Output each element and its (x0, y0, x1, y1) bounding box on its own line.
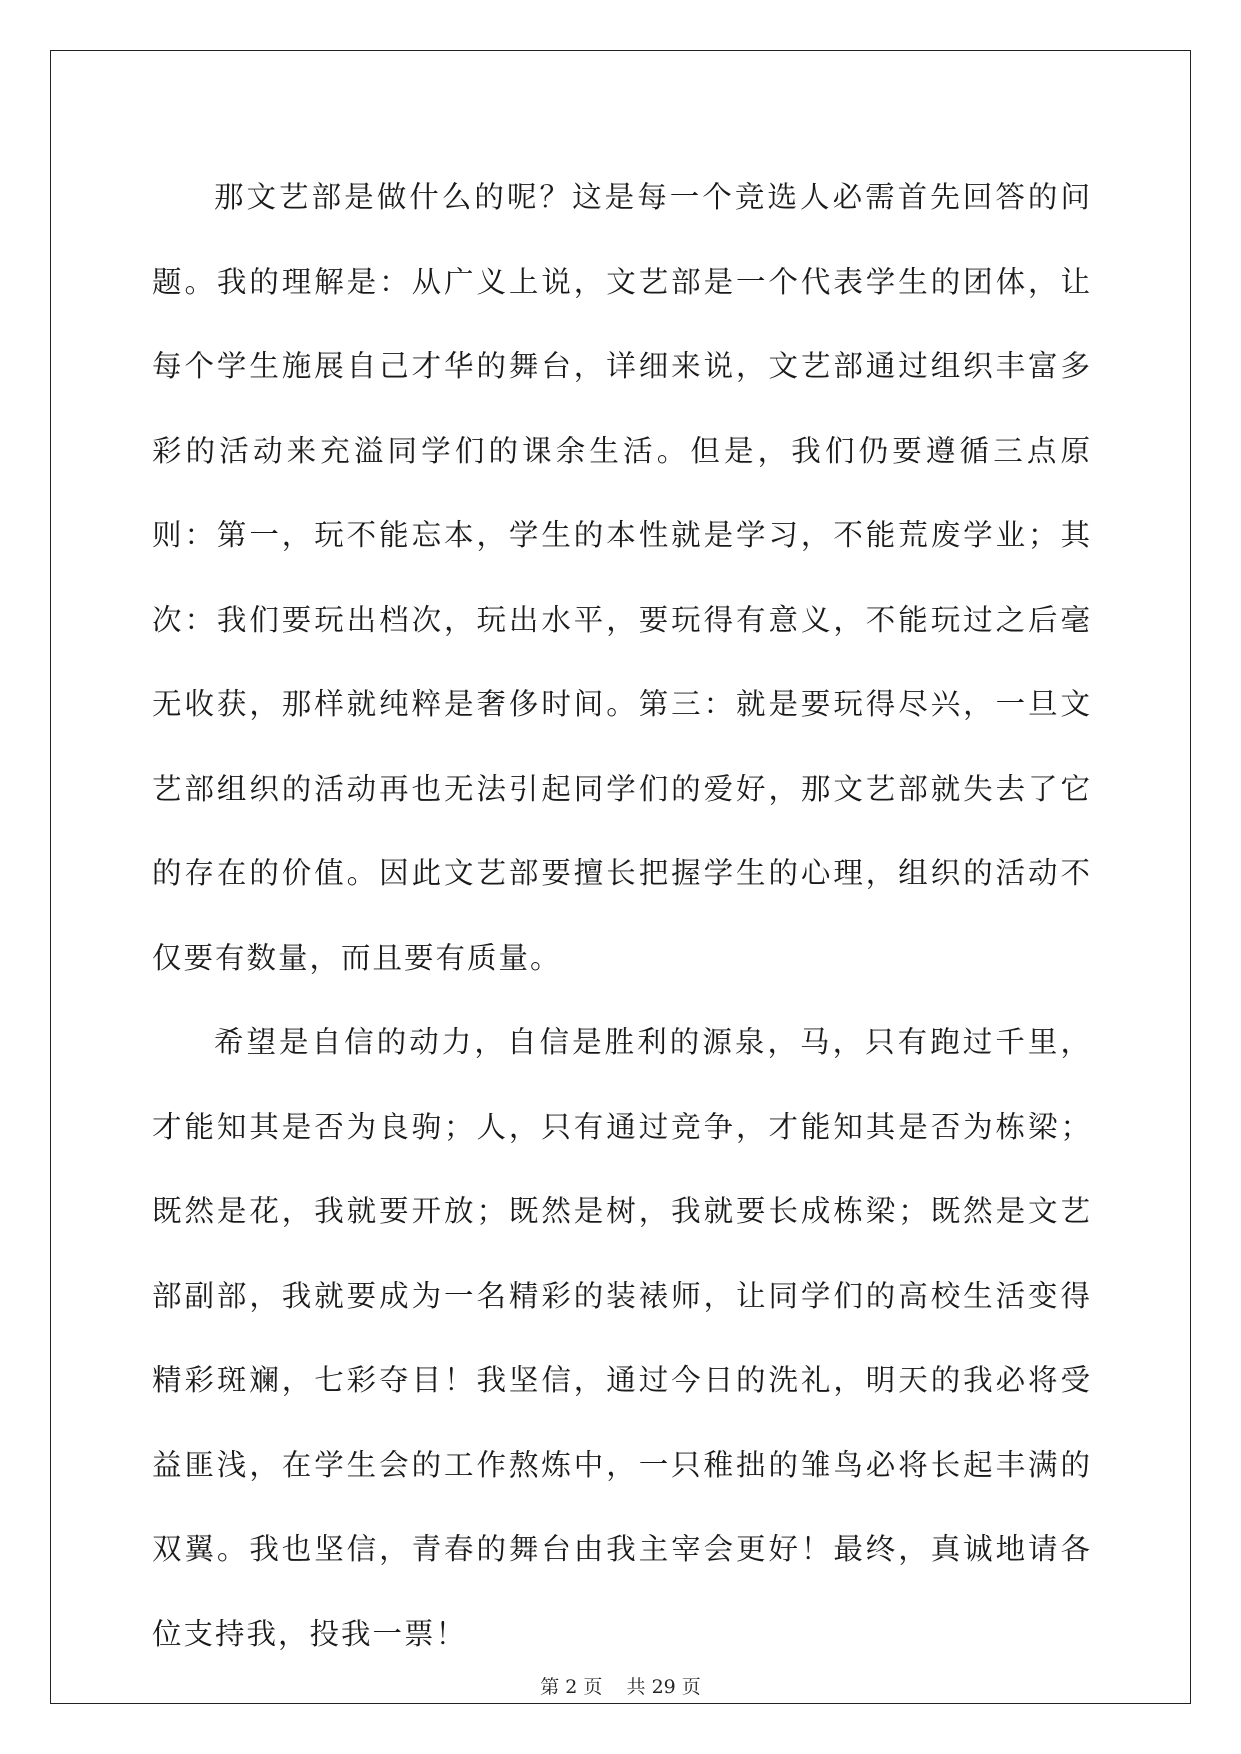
page-number-footer: 第 2 页 共 29 页 (540, 1676, 701, 1698)
paragraph-2: 希望是自信的动力，自信是胜利的源泉，马，只有跑过千里，才能知其是否为良驹；人，只有通过竞争，才能知其是否为栋梁；既然是花，我就要开放；既然是树，我就要长成栋梁；既然是文艺部副部，我就要成为一名精彩的装裱师，让同学们的高校生活变得精彩斑斓，七彩夺目！我坚信，通过今日的洗礼，明天的我必将受益匪浅，在学生会的工作熬炼中，一只稚拙的雏鸟必将长起丰满的双翼。我也坚信，青春的舞台由我主宰会更好！最终，真诚地请各位支持我，投我一票！ (152, 1025, 1092, 1651)
paragraph-1: 那文艺部是做什么的呢？这是每一个竞选人必需首先回答的问题。我的理解是：从广义上说，文艺部是一个代表学生的团体，让每个学生施展自己才华的舞台，详细来说，文艺部通过组织丰富多彩的活动来充溢同学们的课余生活。但是，我们仍要遵循三点原则：第一，玩不能忘本，学生的本性就是学习，不能荒废学业；其次：我们要玩出档次，玩出水平，要玩得有意义，不能玩过之后毫无收获，那样就纯粹是奢侈时间。第三：就是要玩得尽兴，一旦文艺部组织的活动再也无法引起同学们的爱好，那文艺部就失去了它的存在的价值。因此文艺部要擅长把握学生的心理，组织的活动不仅要有数量，而且要有质量。 (152, 180, 1092, 975)
document-body (152, 155, 1092, 1676)
